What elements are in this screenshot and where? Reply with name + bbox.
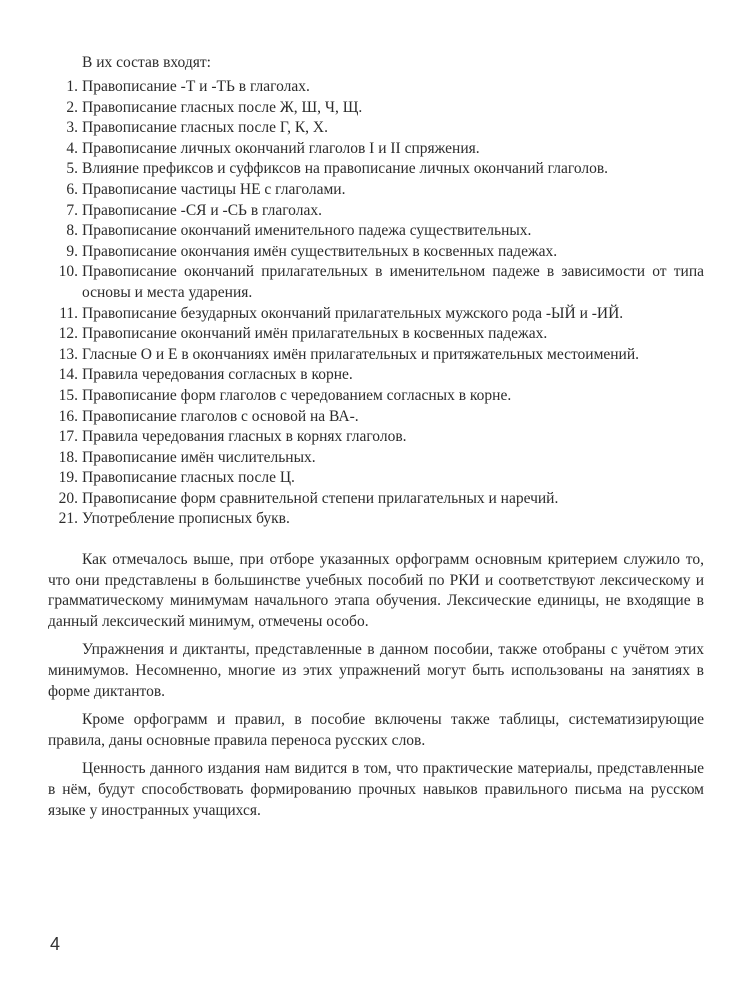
list-item xyxy=(48,365,704,386)
list-item xyxy=(48,118,704,139)
list-item-number: 4. xyxy=(66,139,78,157)
list-item-text: Правописание имён числительных. xyxy=(82,448,316,466)
list-item-number: 21. xyxy=(58,510,78,528)
list-item xyxy=(48,468,704,489)
list-item-text: Влияние префиксов и суффиксов на правописание личных окончаний глаголов. xyxy=(82,160,609,178)
list-item-number: 19. xyxy=(58,469,78,487)
list-item xyxy=(48,345,704,366)
list-item-number: 16. xyxy=(58,407,78,425)
list-item-text: Правописание форм сравнительной степени прилагательных и наречий. xyxy=(82,489,559,507)
list-intro: В их состав входят: xyxy=(82,54,211,71)
list-item-number: 6. xyxy=(66,180,78,198)
list-item-number: 18. xyxy=(58,448,78,466)
list-item-text: Правила чередования согласных в корне. xyxy=(82,366,353,384)
list-item-number: 7. xyxy=(66,201,78,219)
list-item-text: Правописание безударных окончаний прилагательных мужского рода -ЫЙ и -ИЙ. xyxy=(82,304,624,322)
list-item-text: Правописание гласных после Ж, Ш, Ч, Щ. xyxy=(82,98,363,116)
list-item-number: 10. xyxy=(58,263,78,281)
list-item-text: Гласные О и Е в окончаниях имён прилагательных и притяжательных местоимений. xyxy=(82,345,640,363)
paragraph: Кроме орфограмм и правил, в пособие включены также таблицы, систематизирующие правила, даны основные правила переноса русских слов. xyxy=(48,711,704,749)
list-item xyxy=(48,180,704,201)
list-item xyxy=(48,159,704,180)
paragraph: Как отмечалось выше, при отборе указанных орфограмм основным критерием служило то, что они представлены в большинстве учебных пособий по РКИ и соответствуют лексическому и грамматическому минимумам начального этапа обучения. Лексические единицы, не входящие в данный лексический минимум, отмечены особо. xyxy=(48,551,704,630)
list-item-number: 5. xyxy=(66,160,78,178)
page-content xyxy=(48,52,704,829)
list-item-number: 12. xyxy=(58,325,78,343)
list-item xyxy=(48,221,704,242)
list-item xyxy=(48,509,704,530)
list-item xyxy=(48,242,704,263)
list-item-number: 11. xyxy=(59,304,78,322)
list-item-text: Правописание личных окончаний глаголов I и II спряжения. xyxy=(82,139,480,157)
list-item xyxy=(48,324,704,345)
list-item-text: Правописание гласных после Ц. xyxy=(82,469,295,487)
list-item xyxy=(48,427,704,448)
list-item-number: 13. xyxy=(58,345,78,363)
list-item-text: Правописание окончания имён существительных в косвенных падежах. xyxy=(82,242,558,260)
list-item xyxy=(48,77,704,98)
list-item-text: Правила чередования гласных в корнях глаголов. xyxy=(82,428,407,446)
list-item xyxy=(48,407,704,428)
body-text xyxy=(48,550,704,821)
list-item-text: Употребление прописных букв. xyxy=(82,510,290,528)
paragraph: Ценность данного издания нам видится в том, что практические материалы, представленные в нём, будут способствовать формированию прочных навыков правильного письма на русском языке у иностранных учащихся. xyxy=(48,760,704,819)
list-item xyxy=(48,98,704,119)
list-item xyxy=(48,262,704,303)
list-item xyxy=(48,386,704,407)
list-item-text: Правописание окончаний именительного падежа существительных. xyxy=(82,222,532,240)
list-item-text: Правописание окончаний имён прилагательных в косвенных падежах. xyxy=(82,325,548,343)
paragraph: Упражнения и диктанты, представленные в данном пособии, также отобраны с учётом этих минимумов. Несомненно, многие из этих упражнений могут быть использованы на занятиях в форме диктантов. xyxy=(48,641,704,700)
list-item-text: Правописание форм глаголов с чередованием согласных в корне. xyxy=(82,386,512,404)
list-item-number: 20. xyxy=(58,489,78,507)
list-item-text: Правописание -Т и -ТЬ в глаголах. xyxy=(82,78,310,95)
list-item-number: 17. xyxy=(58,428,78,446)
list-item-text: Правописание частицы НЕ с глаголами. xyxy=(82,180,346,198)
list-item-number: 8. xyxy=(66,222,78,240)
list-item xyxy=(48,489,704,510)
list-item-number: 14. xyxy=(58,366,78,384)
list-item-number: 3. xyxy=(66,119,78,137)
list-item-text: Правописание -СЯ и -СЬ в глаголах. xyxy=(82,201,322,219)
list-item xyxy=(48,448,704,469)
list-item-number: 1. xyxy=(66,78,78,95)
page-number: 4 xyxy=(50,934,61,954)
rules-list xyxy=(48,77,704,530)
list-item-text: Правописание глаголов с основой на ВА-. xyxy=(82,407,359,425)
list-item-text: Правописание окончаний прилагательных в именительном падеже в зависимости от типа основы и места ударения. xyxy=(82,263,704,301)
list-item-number: 2. xyxy=(66,98,78,116)
list-item-number: 9. xyxy=(66,242,78,260)
list-item-number: 15. xyxy=(58,386,78,404)
list-item-text: Правописание гласных после Г, К, Х. xyxy=(82,119,328,137)
list-item xyxy=(48,201,704,222)
list-item xyxy=(48,139,704,160)
list-item xyxy=(48,304,704,325)
